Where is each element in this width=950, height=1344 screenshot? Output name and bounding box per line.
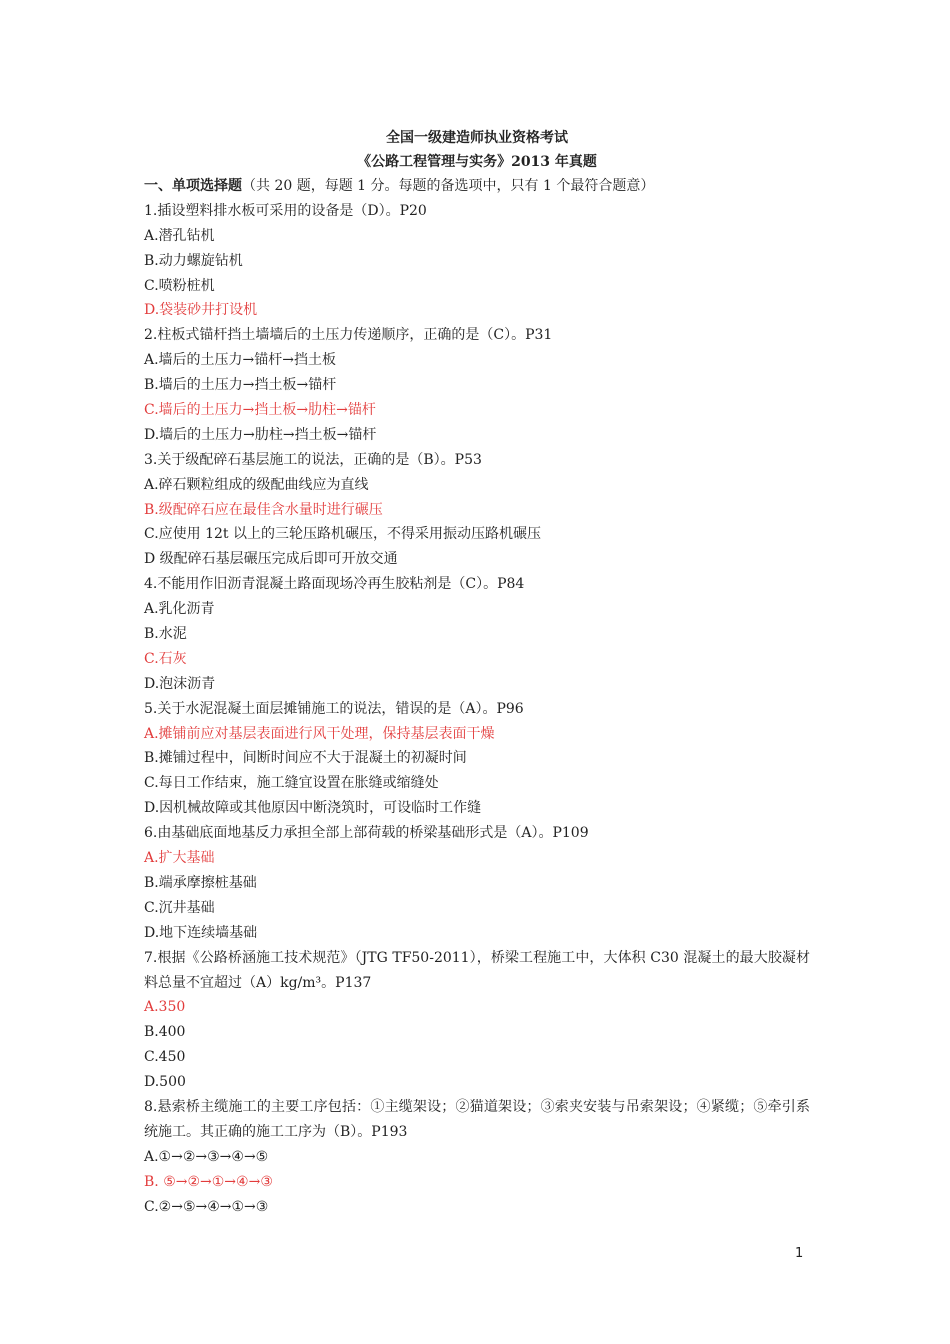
section-heading-note: （共 20 题，每题 1 分。每题的备选项中，只有 1 个最符合题意） [242,178,655,194]
option-3d: D 级配碎石基层碾压完成后即可开放交通 [144,551,398,568]
option-5d: D.因机械故障或其他原因中断浇筑时，可设临时工作缝 [144,800,482,817]
answer-option-6a: A.扩大基础 [144,850,215,867]
option-8a: A.①→②→③→④→⑤ [144,1148,269,1165]
exam-subtitle: 《公路工程管理与实务》2013 年真题 [357,154,597,170]
option-4b: B.水泥 [144,626,187,643]
option-7c: C.450 [144,1049,186,1066]
section-heading-bold: 一、单项选择题 [144,178,242,194]
option-8c: C.②→⑤→④→①→③ [144,1198,269,1215]
answer-option-7a: A.350 [144,999,186,1016]
answer-option-5a: A.摊铺前应对基层表面进行风干处理，保持基层表面干燥 [144,725,495,742]
option-6c: C.沉井基础 [144,899,215,916]
option-2b: B.墙后的土压力→挡土板→锚杆 [144,377,337,394]
option-1c: C.喷粉桩机 [144,277,215,294]
exam-title: 全国一级建造师执业资格考试 [386,130,568,146]
option-4a: A.乳化沥青 [144,601,215,618]
section-heading [144,174,810,199]
question-8: 8.悬索桥主缆施工的主要工序包括：①主缆架设；②猫道架设；③索夹安装与吊索架设；④紧缆；⑤牵引系统施工。其正确的施工工序为（B）。P193 [144,1098,810,1140]
option-5b: B.摊铺过程中，间断时间应不大于混凝土的初凝时间 [144,750,467,767]
option-6b: B.端承摩擦桩基础 [144,874,257,891]
question-6: 6.由基础底面地基反力承担全部上部荷载的桥梁基础形式是（A）。P109 [144,825,589,842]
question-1: 1.插设塑料排水板可采用的设备是（D）。P20 [144,202,427,219]
option-2d: D.墙后的土压力→肋柱→挡土板→锚杆 [144,426,377,443]
answer-option-8b: B. ⑤→②→①→④→③ [144,1173,273,1190]
option-2a: A.墙后的土压力→锚杆→挡土板 [144,352,337,369]
option-4d: D.泡沫沥青 [144,675,216,692]
answer-option-4c: C.石灰 [144,650,187,667]
option-7b: B.400 [144,1024,186,1041]
question-5: 5.关于水泥混凝土面层摊铺施工的说法，错误的是（A）。P96 [144,700,524,717]
answer-option-1d: D.袋装砂井打设机 [144,302,258,319]
option-3c: C.应使用 12t 以上的三轮压路机碾压，不得采用振动压路机碾压 [144,526,542,543]
answer-option-3b: B.级配碎石应在最佳含水量时进行碾压 [144,501,383,518]
option-6d: D.地下连续墙基础 [144,924,258,941]
option-7d: D.500 [144,1074,186,1091]
option-1b: B.动力螺旋钻机 [144,252,243,269]
option-1a: A.潜孔钻机 [144,227,215,244]
document-page [144,126,810,1219]
question-3: 3.关于级配碎石基层施工的说法，正确的是（B）。P53 [144,451,482,468]
question-4: 4.不能用作旧沥青混凝土路面现场冷再生胶粘剂是（C）。P84 [144,576,525,593]
option-3a: A.碎石颗粒组成的级配曲线应为直线 [144,476,369,493]
question-7: 7.根据《公路桥涵施工技术规范》（JTG TF50-2011），桥梁工程施工中，大体积 C30 混凝土的最大胶凝材料总量不宜超过（A）kg/m³。P137 [144,949,810,991]
option-5c: C.每日工作结束，施工缝宜设置在胀缝或缩缝处 [144,775,439,792]
page-number: 1 [795,1246,804,1261]
answer-option-2c: C.墙后的土压力→挡土板→肋柱→锚杆 [144,402,376,419]
question-2: 2.柱板式锚杆挡土墙墙后的土压力传递顺序，正确的是（C）。P31 [144,327,553,344]
